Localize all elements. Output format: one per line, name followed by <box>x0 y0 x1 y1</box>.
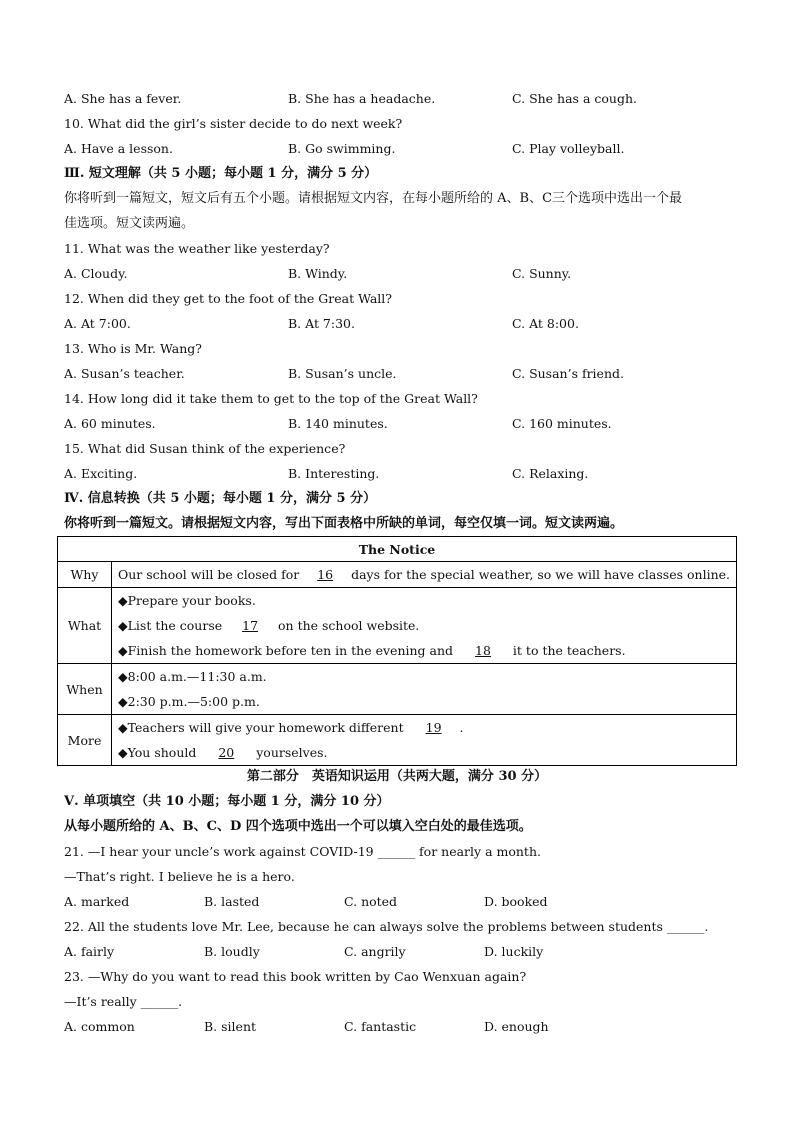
why-content <box>112 562 737 588</box>
q14-option-a: A. 60 minutes. <box>64 416 156 431</box>
q22-option-b: B. loudly <box>204 944 260 959</box>
when-item-1: ◆8:00 a.m.—11:30 a.m. <box>118 669 267 684</box>
more2-text-pre: ◆You should <box>118 745 197 760</box>
why-label: Why <box>58 562 112 588</box>
q9-option-b: B. She has a headache. <box>288 91 436 106</box>
q22-stem: 22. All the students love Mr. Lee, because he can always solve the problems between students ______. <box>64 919 709 934</box>
q15-option-a: A. Exciting. <box>64 466 138 481</box>
notice-when-row <box>58 664 737 715</box>
what2-text-pre: ◆List the course <box>118 618 223 633</box>
q21-option-d: D. booked <box>484 894 548 909</box>
what-item-3 <box>118 638 730 663</box>
when-content <box>112 664 737 715</box>
what-item-1: ◆Prepare your books. <box>118 593 256 608</box>
q21-option-b: B. lasted <box>204 894 260 909</box>
notice-more-row <box>58 715 737 766</box>
q21-stem-line1: 21. —I hear your uncle’s work against COVID-19 ______ for nearly a month. <box>64 844 541 859</box>
what2-text-post: on the school website. <box>278 618 420 633</box>
notice-table <box>57 536 737 766</box>
q10-option-b: B. Go swimming. <box>288 141 396 156</box>
q13-option-a: A. Susan’s teacher. <box>64 366 185 381</box>
section5-heading: Ⅴ. 单项填空（共 10 小题；每小题 1 分，满分 10 分） <box>64 794 390 809</box>
q9-option-a: A. She has a fever. <box>64 91 182 106</box>
what-content <box>112 588 737 664</box>
q10-stem: 10. What did the girl’s sister decide to do next week? <box>64 116 403 131</box>
when-item-2: ◆2:30 p.m.—5:00 p.m. <box>118 694 260 709</box>
blank-18[interactable]: 18 <box>475 643 491 658</box>
why-text-pre: Our school will be closed for <box>118 567 300 582</box>
more-content <box>112 715 737 766</box>
q13-option-c: C. Susan’s friend. <box>512 366 624 381</box>
q10-option-c: C. Play volleyball. <box>512 141 625 156</box>
q14-option-b: B. 140 minutes. <box>288 416 388 431</box>
q21-option-a: A. marked <box>64 894 130 909</box>
q23-option-c: C. fantastic <box>344 1019 417 1034</box>
when-label: When <box>58 664 112 715</box>
q10-option-a: A. Have a lesson. <box>64 141 173 156</box>
what3-text-pre: ◆Finish the homework before ten in the evening and <box>118 643 454 658</box>
q13-stem: 13. Who is Mr. Wang? <box>64 341 202 356</box>
q12-option-a: A. At 7:00. <box>64 316 131 331</box>
q23-option-d: D. enough <box>484 1019 549 1034</box>
blank-17[interactable]: 17 <box>242 618 259 633</box>
q14-stem: 14. How long did it take them to get to the top of the Great Wall? <box>64 391 478 406</box>
q9-option-c: C. She has a cough. <box>512 91 637 106</box>
blank-16[interactable]: 16 <box>317 567 334 582</box>
what-label: What <box>58 588 112 664</box>
q22-option-a: A. fairly <box>64 944 115 959</box>
more2-text-post: yourselves. <box>256 745 328 760</box>
notice-what-row <box>58 588 737 664</box>
more1-text-post: . <box>459 720 464 735</box>
notice-title-row <box>58 537 737 562</box>
q23-option-a: A. common <box>64 1019 135 1034</box>
what-item-2 <box>118 613 730 638</box>
q23-stem-line1: 23. —Why do you want to read this book written by Cao Wenxuan again? <box>64 969 527 984</box>
more-item-2 <box>118 740 730 765</box>
q12-option-c: C. At 8:00. <box>512 316 579 331</box>
q12-stem: 12. When did they get to the foot of the Great Wall? <box>64 291 392 306</box>
q22-option-d: D. luckily <box>484 944 544 959</box>
section5-instruction: 从每小题所给的 A、B、C、D 四个选项中选出一个可以填入空白处的最佳选项。 <box>64 819 532 834</box>
q13-option-b: B. Susan’s uncle. <box>288 366 397 381</box>
q11-option-b: B. Windy. <box>288 266 348 281</box>
q12-option-b: B. At 7:30. <box>288 316 355 331</box>
section4-heading: Ⅳ. 信息转换（共 5 小题；每小题 1 分，满分 5 分） <box>64 491 377 506</box>
section3-heading: Ⅲ. 短文理解（共 5 小题；每小题 1 分，满分 5 分） <box>64 166 378 181</box>
more-item-1 <box>118 715 730 740</box>
q14-option-c: C. 160 minutes. <box>512 416 612 431</box>
q21-stem-line2: —That’s right. I believe he is a hero. <box>64 869 295 884</box>
q23-stem-line2: —It’s really ______. <box>64 994 183 1009</box>
blank-19[interactable]: 19 <box>425 720 442 735</box>
q11-option-a: A. Cloudy. <box>64 266 128 281</box>
q22-option-c: C. angrily <box>344 944 406 959</box>
q11-option-c: C. Sunny. <box>512 266 572 281</box>
part2-heading: 第二部分 英语知识运用（共两大题，满分 30 分） <box>246 769 548 784</box>
blank-20[interactable]: 20 <box>218 745 235 760</box>
q15-stem: 15. What did Susan think of the experience? <box>64 441 346 456</box>
notice-why-row <box>58 562 737 588</box>
more-label: More <box>58 715 112 766</box>
q11-stem: 11. What was the weather like yesterday? <box>64 241 330 256</box>
notice-title: The Notice <box>58 537 737 562</box>
why-text-post: days for the special weather, so we will have classes online. <box>351 567 730 582</box>
q15-option-c: C. Relaxing. <box>512 466 589 481</box>
more1-text-pre: ◆Teachers will give your homework different <box>118 720 404 735</box>
q23-option-b: B. silent <box>204 1019 257 1034</box>
what3-text-post: it to the teachers. <box>512 643 626 658</box>
q21-option-c: C. noted <box>344 894 398 909</box>
section3-instruction-line2: 佳选项。短文读两遍。 <box>64 216 195 231</box>
section4-instruction: 你将听到一篇短文。请根据短文内容，写出下面表格中所缺的单词，每空仅填一词。短文读两遍。 <box>64 516 624 531</box>
section3-instruction-line1: 你将听到一篇短文，短文后有五个小题。请根据短文内容，在每小题所给的 A、B、C三个选项中选出一个最 <box>64 191 683 206</box>
q15-option-b: B. Interesting. <box>288 466 380 481</box>
